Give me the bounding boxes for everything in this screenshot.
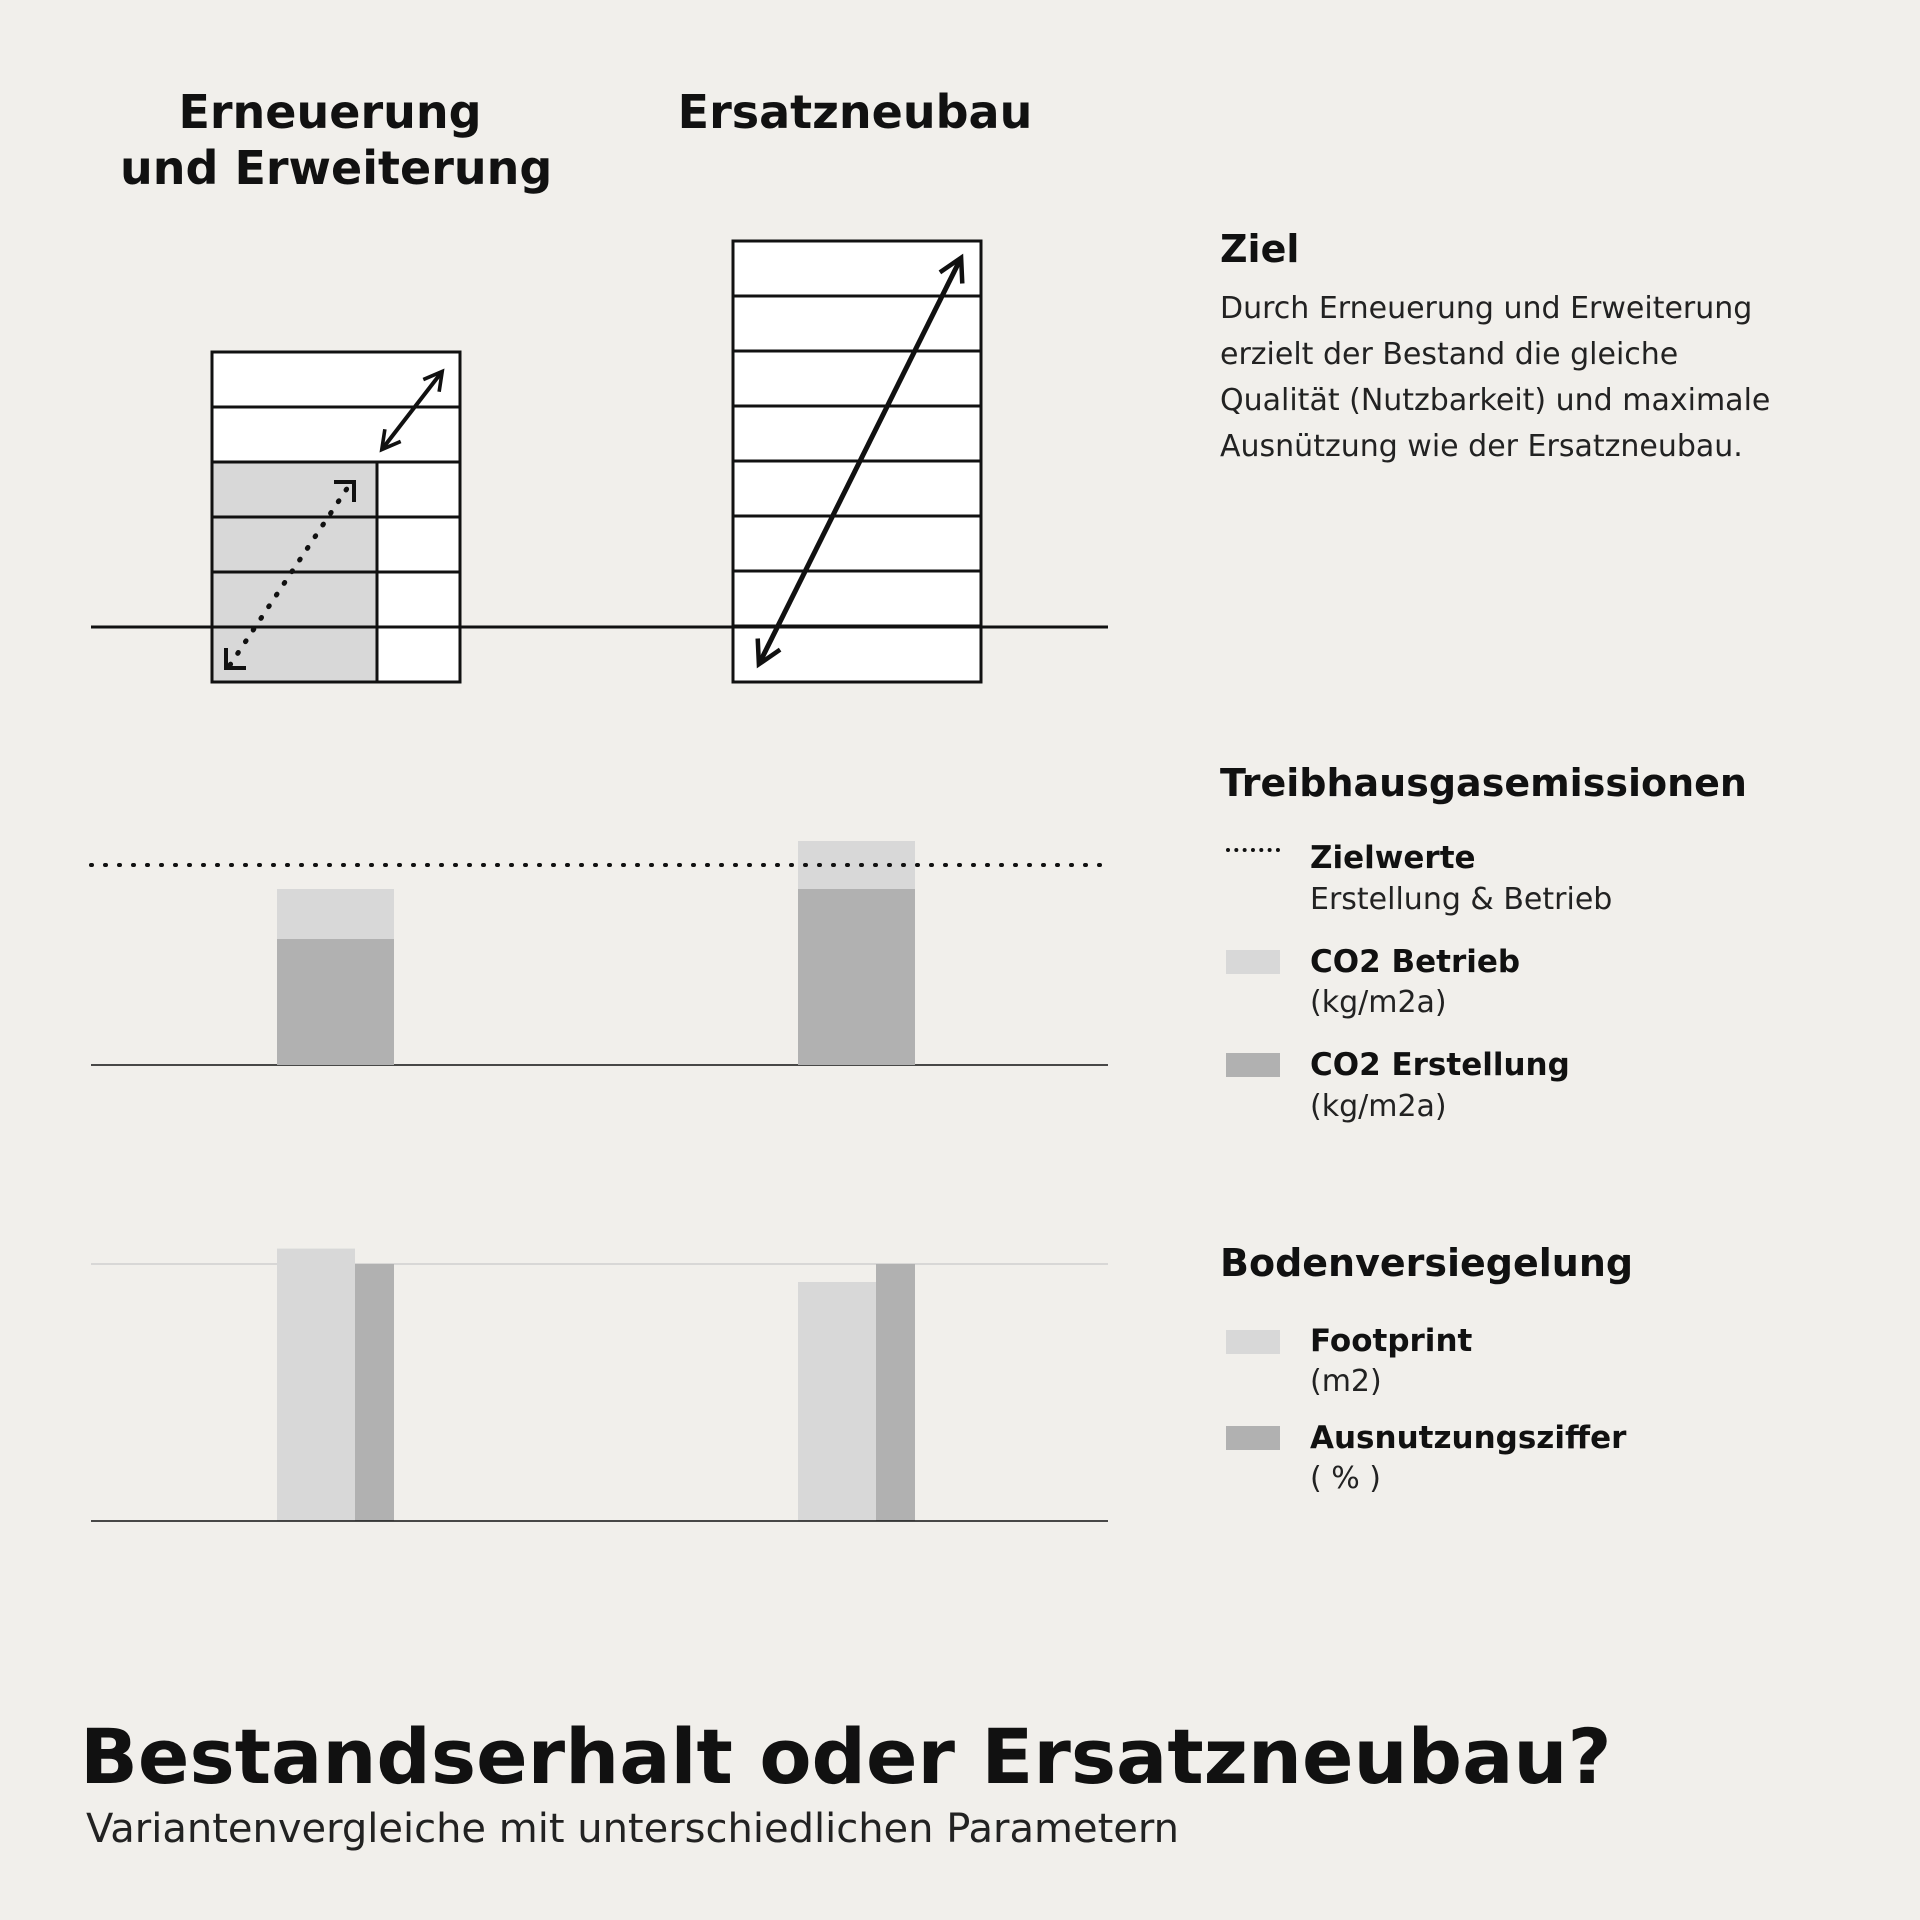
boden-title: Bodenversiegelung [1220,1241,1634,1285]
sealing-bar-ersatzneubau-footprint [798,1282,876,1521]
legend-ausnutzungsziffer-swatch [1226,1426,1280,1450]
sealing-bar-ersatzneubau-ausnutzung [876,1264,915,1521]
legend-ausnutzungsziffer-sub: ( % ) [1310,1461,1381,1496]
sealing-bar-erneuerung-footprint [277,1249,355,1521]
main-title: Bestandserhalt oder Ersatzneubau? [80,1712,1612,1801]
column-title-ersatzneubau: Ersatzneubau [677,85,1033,139]
legend-zielwerte-title: Zielwerte [1310,840,1476,876]
legend-co2-betrieb-sub: (kg/m2a) [1310,985,1447,1020]
sealing-bar-erneuerung-ausnutzung [355,1264,394,1521]
subtitle: Variantenvergleiche mit unterschiedlichen Parametern [86,1806,1179,1852]
legend-footprint-sub: (m2) [1310,1364,1382,1399]
legend-co2-erstellung-title: CO2 Erstellung [1310,1047,1570,1083]
column-title-erneuerung-line1: Erneuerung [178,85,482,139]
ziel-text: Durch Erneuerung und Erweiterung erzielt der Bestand die gleiche Qualität (Nutzbarkeit) und maximale Ausnützung wie der Ersatzneubau. [1220,291,1771,464]
legend-co2-erstellung-swatch [1226,1053,1280,1077]
legend-footprint-title: Footprint [1310,1323,1473,1359]
legend-footprint-swatch [1226,1330,1280,1354]
legend-co2-betrieb-swatch [1226,950,1280,974]
legend-dotted-line-swatch [1226,848,1280,852]
legend-ausnutzungsziffer-title: Ausnutzungsziffer [1310,1420,1627,1456]
ziel-title: Ziel [1220,227,1300,271]
treibhaus-title: Treibhausgasemissionen [1220,761,1747,805]
column-title-erneuerung-line2: und Erweiterung [120,141,553,195]
legend-co2-erstellung-sub: (kg/m2a) [1310,1089,1447,1124]
legend-zielwerte-sub: Erstellung & Betrieb [1310,882,1613,917]
legend-co2-betrieb-title: CO2 Betrieb [1310,944,1521,980]
